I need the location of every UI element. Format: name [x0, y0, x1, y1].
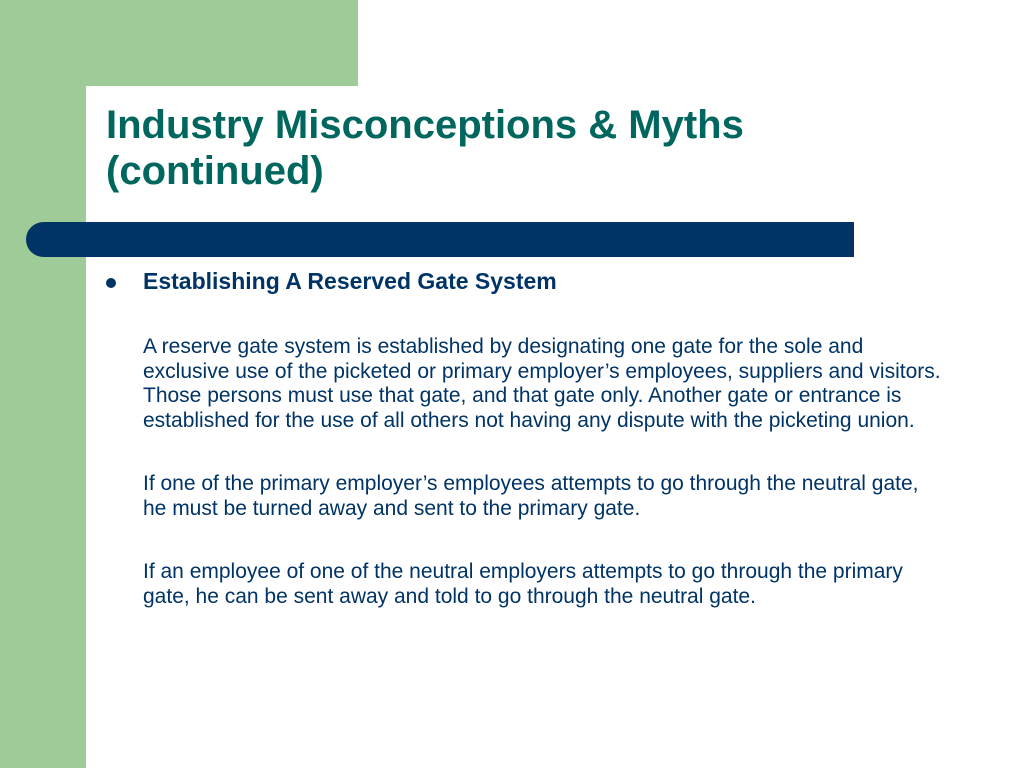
body-paragraph-1: A reserve gate system is established by designating one gate for the sole and exclusive use of the picketed or primary employer’s employees, suppliers and visitors. Those persons must use that gate, and that gate only. Another gate or entrance is established for the use of all others not having any dispute with the picketing union. [143, 335, 941, 432]
bullet-dot-icon [106, 278, 116, 288]
slide-title-line-2: (continued) [106, 149, 324, 193]
body-paragraph-2: If one of the primary employer’s employees attempts to go through the neutral gate, he must be turned away and sent to the primary gate. [143, 472, 919, 520]
bullet-heading: Establishing A Reserved Gate System [143, 268, 557, 294]
slide-body [106, 264, 966, 609]
body-paragraph-3: If an employee of one of the neutral employers attempts to go through the primary gate, he can be sent away and told to go through the neutral gate. [143, 560, 903, 608]
title-divider-bar [26, 222, 854, 257]
top-corner-panel [86, 0, 358, 86]
bullet-item [106, 264, 966, 298]
slide-title-line-1: Industry Misconceptions & Myths [106, 103, 744, 147]
slide-title [106, 102, 906, 194]
left-side-panel [0, 0, 86, 768]
